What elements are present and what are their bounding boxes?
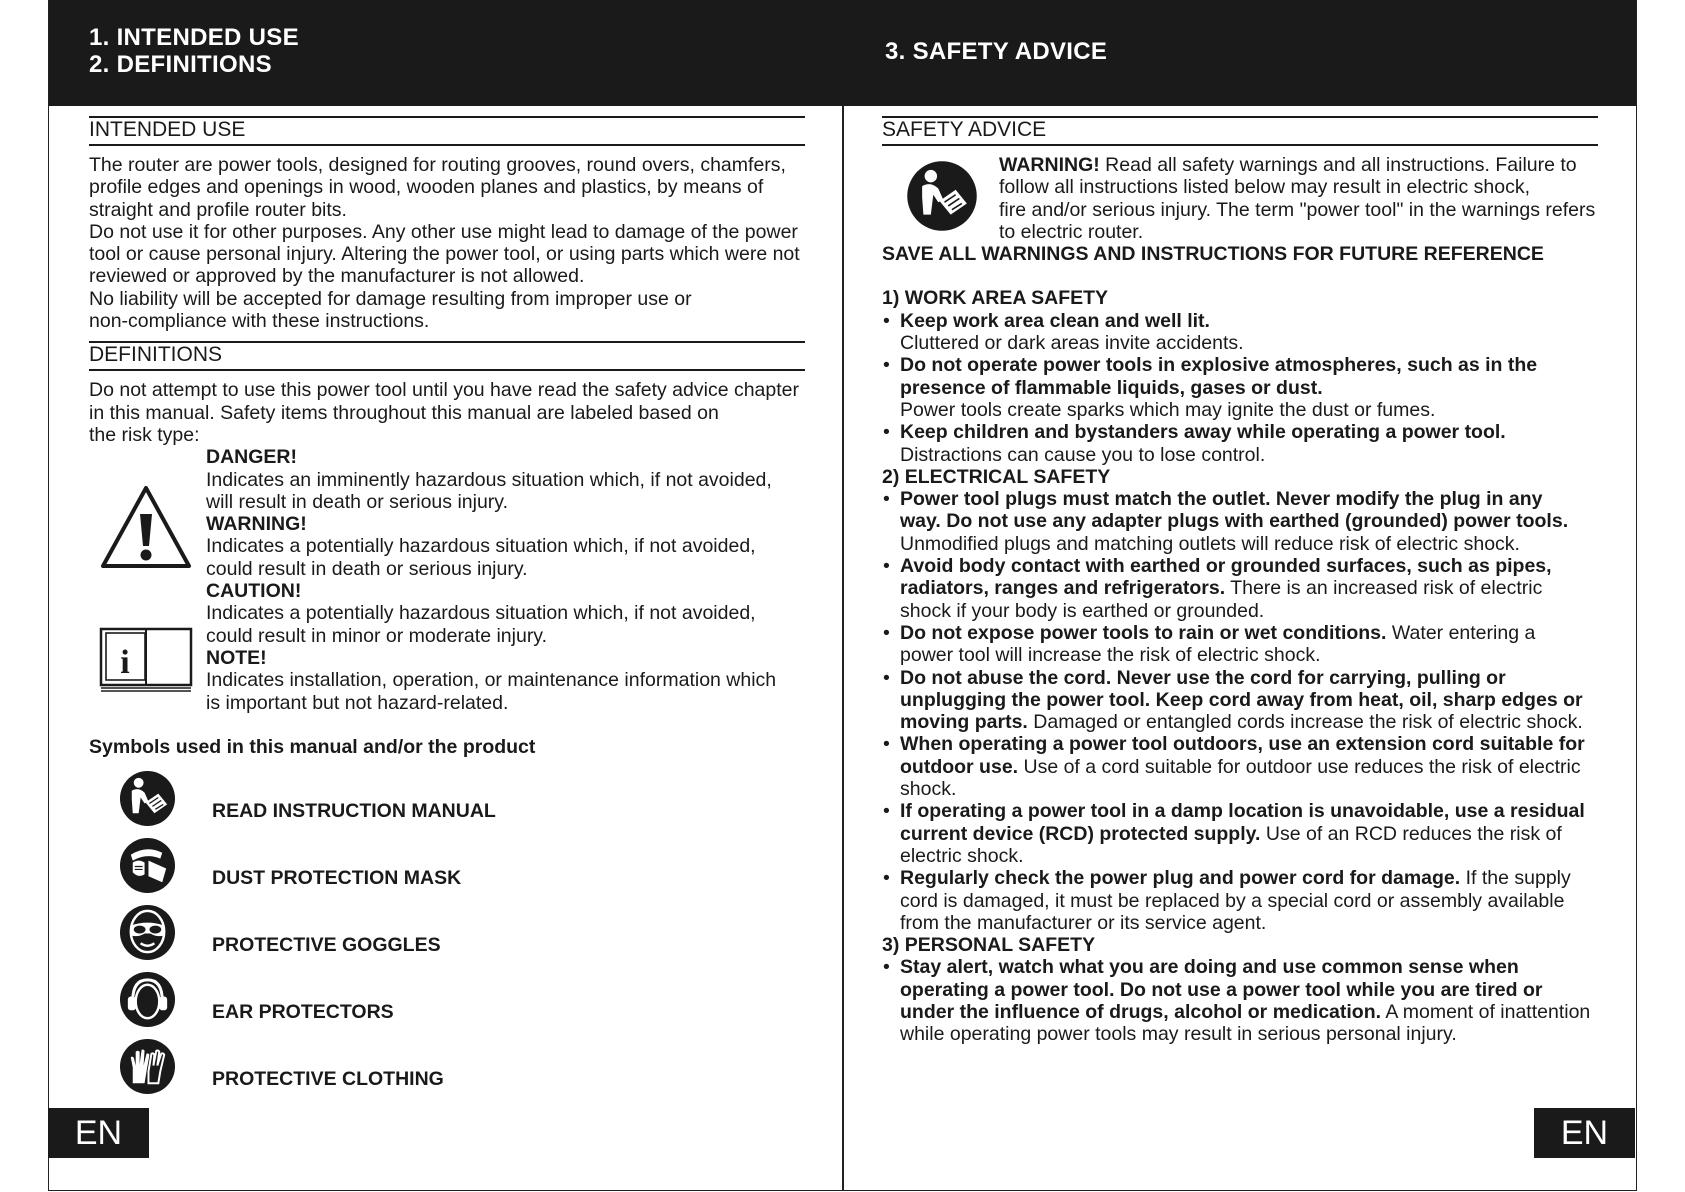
safety-advice-title: SAFETY ADVICE — [882, 116, 1598, 146]
text-line: the risk type: — [89, 423, 200, 446]
text-line: in this manual. Safety items throughout this manual are labeled based on — [89, 401, 719, 424]
symbols-list — [89, 770, 819, 1105]
goggles-icon — [119, 904, 176, 961]
symbol-label: READ INSTRUCTION MANUAL — [212, 800, 496, 823]
risk-text: will result in death or serious injury. — [206, 490, 509, 513]
symbol-protective-clothing — [89, 1038, 819, 1105]
intended-use-title: INTENDED USE — [89, 116, 805, 146]
symbol-read-manual — [89, 770, 819, 837]
symbol-label: PROTECTIVE GOGGLES — [212, 934, 441, 957]
info-book-icon — [99, 627, 193, 693]
bold-text: unplugging the power tool. Keep cord away from heat, oil, sharp edges or — [900, 688, 1583, 711]
bold-text: • Keep children and bystanders away while operating a power tool. — [900, 421, 1506, 444]
risk-text: Indicates an imminently hazardous situation which, if not avoided, — [206, 468, 772, 491]
list-item — [882, 733, 1612, 800]
symbol-label: EAR PROTECTORS — [212, 1001, 394, 1024]
read-manual-icon — [119, 770, 176, 827]
body-text: Use of a cord suitable for outdoor use reduces the risk of electric — [1018, 755, 1581, 778]
list-item — [882, 667, 1612, 734]
intended-use-text — [89, 154, 819, 332]
list-item — [882, 421, 1612, 466]
symbol-label: PROTECTIVE CLOTHING — [212, 1068, 444, 1091]
svg-text:i: i — [120, 644, 130, 682]
bold-text: • Do not abuse the cord. Never use the cord for carrying, pulling or — [900, 666, 1506, 689]
bold-text: current device (RCD) protected supply. — [900, 822, 1261, 845]
definitions-text — [89, 379, 819, 446]
warning-line: follow all instructions listed below may result in electric shock, — [999, 176, 1531, 199]
bold-text: radiators, ranges and refrigerators. — [900, 577, 1226, 600]
bold-text: • When operating a power tool outdoors, use an extension cord suitable for — [900, 733, 1585, 756]
risk-text: Indicates installation, operation, or maintenance information which — [206, 669, 777, 692]
text-line: non-compliance with these instructions. — [89, 310, 430, 333]
risk-label: CAUTION! — [206, 580, 302, 603]
bold-text: way. Do not use any adapter plugs with earthed (grounded) power tools. — [900, 510, 1569, 533]
left-column — [89, 116, 819, 1105]
risk-danger — [206, 446, 819, 513]
bold-text: • If operating a power tool in a damp location is unavoidable, use a residual — [900, 800, 1585, 823]
bold-text: Regularly check the power plug and power cord for damage. — [900, 867, 1461, 890]
list-item — [882, 622, 1612, 667]
risk-label: DANGER! — [206, 446, 297, 469]
bold-text: Do not expose power tools to rain or wet conditions. — [900, 621, 1387, 644]
language-tab-right: EN — [1534, 1108, 1635, 1158]
list-item — [882, 867, 1612, 934]
right-column — [882, 116, 1612, 1046]
warning-text: Read all safety warnings and all instructions. Failure to — [1099, 154, 1577, 176]
list-item — [882, 310, 1612, 355]
body-text: power tool will increase the risk of electric shock. — [900, 644, 1321, 667]
text-line: profile edges and openings in wood, wooden planes and plastics, by means of — [89, 176, 764, 199]
body-text: Damaged or entangled cords increase the risk of electric shock. — [1027, 711, 1583, 734]
text-line: tool or cause personal injury. Altering the power tool, or using parts which were not — [89, 243, 800, 266]
body-text: If the supply — [1460, 867, 1571, 890]
bold-text: moving parts. — [900, 711, 1028, 734]
bold-text: • Keep work area clean and well lit. — [900, 309, 1210, 332]
warning-line: fire and/or serious injury. The term "power tool" in the warnings refers — [999, 198, 1596, 221]
risk-text: could result in death or serious injury. — [206, 557, 528, 580]
gloves-icon — [119, 1038, 176, 1095]
risk-warning — [206, 513, 819, 580]
body-text: Use of an RCD reduces the risk of — [1260, 822, 1562, 845]
risk-caution — [206, 580, 819, 647]
risk-text: could result in minor or moderate injury. — [206, 624, 548, 647]
body-text: Water entering a — [1386, 621, 1536, 644]
warning-line: to electric router. — [999, 220, 1144, 243]
bold-text: • Avoid body contact with earthed or grounded surfaces, such as pipes, — [900, 555, 1552, 578]
warning-triangle-icon — [99, 484, 193, 570]
list-item — [882, 488, 1612, 555]
symbols-title: Symbols used in this manual and/or the product — [89, 735, 536, 758]
body-text: shock. — [900, 778, 957, 801]
risk-text: Indicates a potentially hazardous situation which, if not avoided, — [206, 602, 756, 625]
body-text: Unmodified plugs and matching outlets will reduce risk of electric shock. — [900, 532, 1520, 555]
text-line: The router are power tools, designed for routing grooves, round overs, chamfers, — [89, 154, 786, 176]
bold-text: • Power tool plugs must match the outlet. Never modify the plug in any — [900, 488, 1543, 511]
list-item — [882, 800, 1612, 867]
symbol-label: DUST PROTECTION MASK — [212, 867, 462, 890]
list-item — [882, 555, 1612, 622]
risk-text: is important but not hazard-related. — [206, 691, 509, 714]
risk-label: WARNING! — [206, 513, 307, 536]
bold-text: • Do not operate power tools in explosive atmospheres, such as in the — [900, 354, 1538, 377]
text-line: No liability will be accepted for damage resulting from improper use or — [89, 287, 692, 310]
risk-label: NOTE! — [206, 646, 267, 669]
header-intended-use: 1. INTENDED USE — [89, 24, 299, 51]
body-text: while operating power tools may result in serious personal injury. — [900, 1023, 1457, 1046]
electrical-safety-title: 2) ELECTRICAL SAFETY — [882, 465, 1111, 488]
risk-note — [206, 647, 819, 714]
save-instructions-line: SAVE ALL WARNINGS AND INSTRUCTIONS FOR FUTURE REFERENCE — [882, 243, 1544, 266]
body-text: Power tools create sparks which may ignite the dust or fumes. — [900, 398, 1436, 421]
list-item — [882, 354, 1612, 421]
header-safety-advice: 3. SAFETY ADVICE — [885, 38, 1108, 65]
personal-safety-title: 3) PERSONAL SAFETY — [882, 934, 1096, 957]
column-divider — [842, 106, 844, 1191]
warning-line — [999, 154, 1612, 176]
language-tab-left: EN — [48, 1108, 149, 1158]
text-line: Do not use it for other purposes. Any other use might lead to damage of the power — [89, 220, 798, 243]
body-text: Cluttered or dark areas invite accidents. — [900, 332, 1244, 355]
bold-text: presence of flammable liquids, gases or dust. — [900, 376, 1323, 399]
ear-protectors-icon — [119, 971, 176, 1028]
risk-text: Indicates a potentially hazardous situation which, if not avoided, — [206, 535, 756, 558]
bold-text: operating a power tool. Do not use a power tool while you are tired or — [900, 978, 1543, 1001]
symbol-goggles — [89, 904, 819, 971]
warning-block — [882, 154, 1612, 243]
bold-text: • Stay alert, watch what you are doing and use common sense when — [900, 956, 1519, 979]
header-definitions: 2. DEFINITIONS — [89, 51, 272, 78]
body-text: A moment of inattention — [1381, 1000, 1591, 1023]
definitions-title: DEFINITIONS — [89, 341, 805, 371]
symbol-ear-protectors — [89, 971, 819, 1038]
body-text: cord is damaged, it must be replaced by a special cord or assembly available — [900, 889, 1565, 912]
body-text: Distractions can cause you to lose control. — [900, 443, 1266, 466]
bold-text: under the influence of drugs, alcohol or medication. — [900, 1000, 1382, 1023]
dust-mask-icon — [119, 837, 176, 894]
warning-label: WARNING! — [999, 154, 1100, 176]
bold-text: outdoor use. — [900, 755, 1019, 778]
body-text: electric shock. — [900, 844, 1024, 867]
risk-levels — [89, 446, 819, 714]
symbol-dust-mask — [89, 837, 819, 904]
text-line: straight and profile router bits. — [89, 198, 347, 221]
body-text: shock if your body is earthed or grounded. — [900, 599, 1265, 622]
list-item — [882, 956, 1612, 1045]
text-line: reviewed or approved by the manufacturer is not allowed. — [89, 265, 585, 288]
body-text: from the manufacturer or its service agent. — [900, 911, 1267, 934]
work-area-safety-title: 1) WORK AREA SAFETY — [882, 287, 1109, 310]
text-line: Do not attempt to use this power tool until you have read the safety advice chapter — [89, 379, 799, 402]
read-manual-icon — [906, 160, 978, 232]
body-text: There is an increased risk of electric — [1225, 577, 1543, 600]
